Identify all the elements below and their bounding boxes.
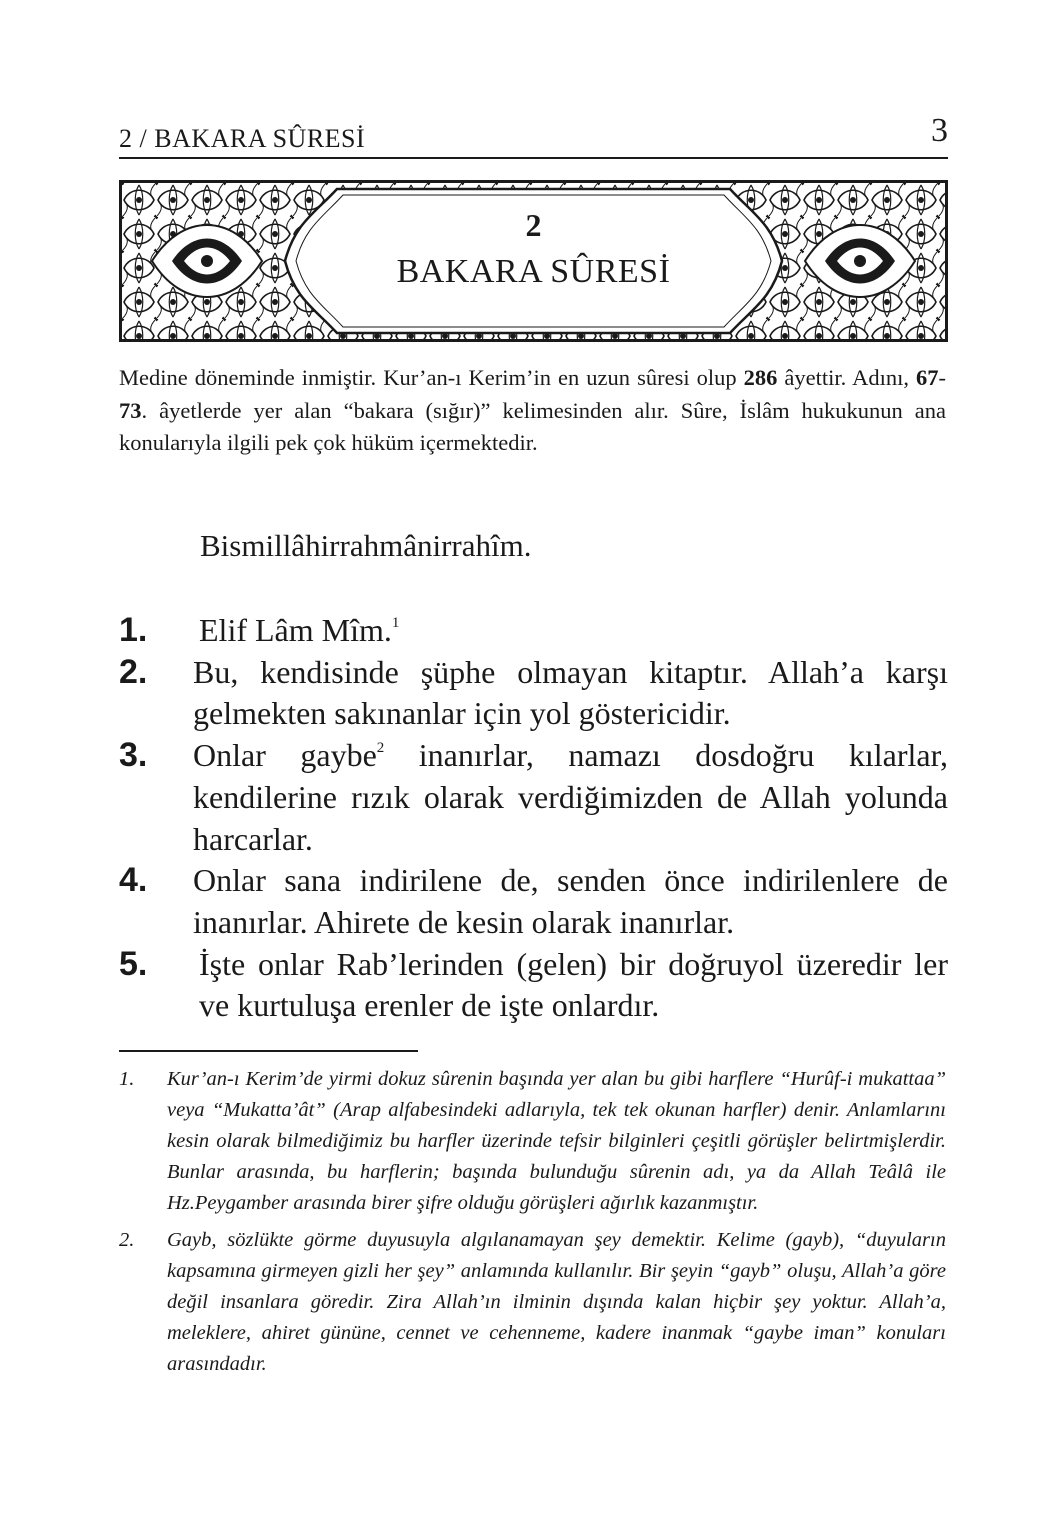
verse-4 [119,860,948,943]
surah-title: BAKARA SÛRESİ [396,253,671,290]
footnote-ref: 1 [391,615,400,631]
intro-text-2: âyettir. Adını, [777,365,916,390]
surah-introduction [119,362,946,460]
footnote-number: 2. [119,1229,135,1251]
running-title: 2 / BAKARA SÛRESİ [119,124,366,153]
intro-text-3: . âyetlerde yer alan “bakara (sığır)” kelimesinden alır. Sûre, İslâm hukukunun ana konularıyla ilgili pek çok hüküm içermektedir. [119,397,946,455]
verse-number: 5. [119,944,148,983]
verse-number: 3. [119,736,148,775]
verse-text: Onlar sana indirilene de, senden önce indirilenlere de inanırlar. Ahirete de kesin olarak inanırlar. [193,862,948,940]
verse-number: 1. [119,611,148,649]
footnote-number: 1. [119,1068,135,1090]
verse-3 [119,735,948,860]
verse-text-before-ref: Onlar gaybe [193,737,377,774]
footnote-divider [119,1050,418,1052]
surah-number: 2 [525,207,542,243]
verse-text-after-ref: inanırlar, namazı dosdoğru kılarlar, kendilerine rızık olarak verdiğimizden de Allah yolunda harcarlar. [193,737,949,857]
footnote-text: Gayb, sözlükte görme duyusuyla algılanamayan şey demektir. Kelime (gayb), “duyuların kapsamına girmeyen gizli her şey” anlamında kullanılır. Bir şeyin “gayb” oluşu, Allah’a göre değil insanlara göredir. Zira Allah’ın ilminin dışında kalan hiçbir şey yoktur. Allah’a, meleklere, ahiret gününe, cennet ve cehenneme, kadere inanmak “gaybe iman” konuları arasındadır. [167,1229,946,1375]
verse-text: Bu, kendisinde şüphe olmayan kitaptır. Allah’a karşı gelmekten sakınanlar için yol göstericidir. [193,653,948,732]
verse-number: 2. [119,652,148,691]
verse-1 [119,610,948,652]
header-divider [119,157,948,159]
verse-text: Elif Lâm Mîm. [199,612,392,648]
footnote-list [119,1064,946,1386]
verse-count: 286 [743,365,778,390]
verse-range-end: 73 [119,397,142,423]
footnote-1 [119,1064,946,1219]
verse-range-sep: - [938,365,946,390]
verse-text: İşte onlar Rab’lerinden (gelen) bir doğruyol üzeredir ler ve kurtuluşa erenler de işte onlardır. [199,945,948,1024]
verse-list [119,610,948,1027]
verse-range-start: 67 [915,365,939,390]
footnote-ref: 2 [376,740,385,757]
surah-banner [119,180,948,342]
footnote-2 [119,1225,946,1380]
verse-2 [119,652,948,735]
page-number: 3 [931,112,948,149]
intro-text-1: Medine döneminde inmiştir. Kur’an-ı Kerim’in en uzun sûresi olup [119,365,744,390]
footnote-text: Kur’an-ı Kerim’de yirmi dokuz sûrenin başında yer alan bu gibi harflere “Hurûf-i mukattaa” veya “Mukatta’ât” (Arap alfabesindeki adlarıyla, tek tek okunan harfler) denir. Anlamlarını kesin olarak bilmediğimiz bu harfler üzerinde tefsir bilginleri çeşitli görüşler belirtmişlerdir. Bunlar arasında, bu harflerin; başında bulunduğu sûrenin adı, ya da Allah Teâlâ ile Hz.Peygamber arasında birer şifre olduğu görüşleri ağırlık kazanmıştır. [167,1068,946,1214]
basmala: Bismillâhirrahmânirrahîm. [200,528,532,563]
verse-number: 4. [119,861,148,900]
verse-5 [119,944,948,1027]
